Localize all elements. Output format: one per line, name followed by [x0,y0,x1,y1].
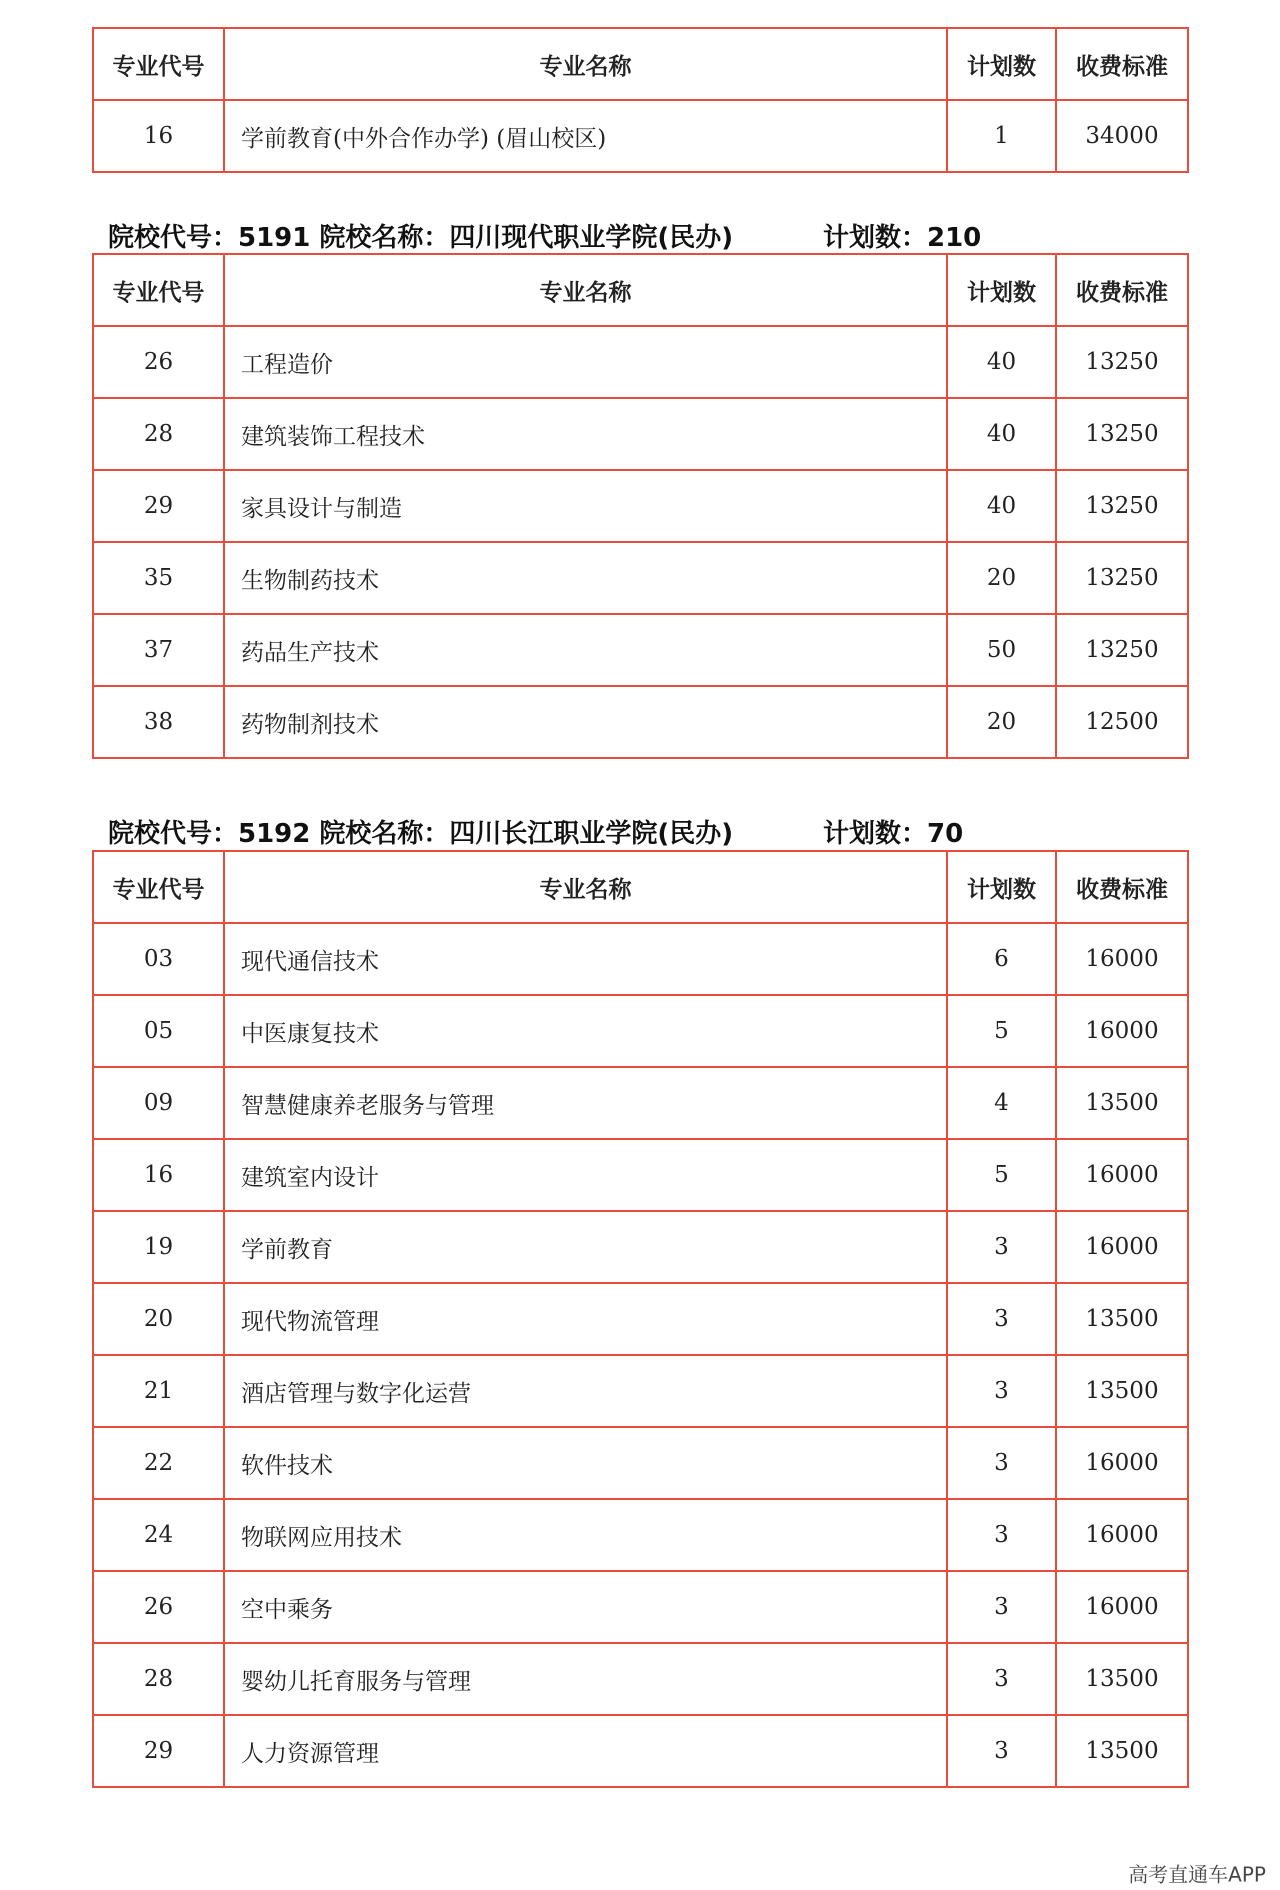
col-header-plan: 计划数 [947,851,1056,923]
table-row [93,1139,1188,1211]
table-row [93,1211,1188,1283]
cell-code: 28 [93,1643,224,1715]
watermark: 高考直通车APP [1128,1862,1266,1887]
col-header-code: 专业代号 [93,254,224,326]
school-plan-count: 计划数：210 [823,223,982,253]
table-row [93,1067,1188,1139]
school-heading-5191 [108,217,982,254]
col-header-plan: 计划数 [947,28,1056,100]
table-row [93,995,1188,1067]
cell-fee: 16000 [1056,995,1188,1067]
cell-name: 空中乘务 [224,1571,947,1643]
cell-name: 物联网应用技术 [224,1499,947,1571]
table-header-row [93,851,1188,923]
cell-name: 药品生产技术 [224,614,947,686]
table-row [93,614,1188,686]
cell-plan: 40 [947,470,1056,542]
table-row [93,470,1188,542]
cell-name: 中医康复技术 [224,995,947,1067]
col-header-code: 专业代号 [93,851,224,923]
cell-name: 建筑室内设计 [224,1139,947,1211]
cell-plan: 3 [947,1427,1056,1499]
cell-name: 酒店管理与数字化运营 [224,1355,947,1427]
cell-name: 婴幼儿托育服务与管理 [224,1643,947,1715]
col-header-name: 专业名称 [224,254,947,326]
cell-name: 药物制剂技术 [224,686,947,758]
table-row [93,326,1188,398]
cell-plan: 3 [947,1355,1056,1427]
col-header-plan: 计划数 [947,254,1056,326]
table-row [93,1283,1188,1355]
table-row [93,100,1188,172]
cell-name: 现代物流管理 [224,1283,947,1355]
cell-fee: 16000 [1056,1139,1188,1211]
cell-name: 工程造价 [224,326,947,398]
cell-code: 35 [93,542,224,614]
cell-fee: 13500 [1056,1643,1188,1715]
table-school-5192 [92,850,1189,1788]
table-row [93,1499,1188,1571]
cell-code: 16 [93,1139,224,1211]
cell-fee: 13500 [1056,1355,1188,1427]
table-header-row [93,254,1188,326]
cell-plan: 40 [947,398,1056,470]
cell-name: 软件技术 [224,1427,947,1499]
cell-fee: 13500 [1056,1715,1188,1787]
cell-code: 20 [93,1283,224,1355]
cell-fee: 16000 [1056,923,1188,995]
cell-plan: 20 [947,686,1056,758]
cell-code: 05 [93,995,224,1067]
cell-plan: 3 [947,1715,1056,1787]
cell-plan: 6 [947,923,1056,995]
cell-code: 26 [93,326,224,398]
cell-code: 26 [93,1571,224,1643]
cell-name: 人力资源管理 [224,1715,947,1787]
cell-plan: 40 [947,326,1056,398]
cell-plan: 1 [947,100,1056,172]
table-school-5191 [92,253,1189,759]
cell-plan: 5 [947,1139,1056,1211]
table-row [93,1643,1188,1715]
cell-code: 19 [93,1211,224,1283]
cell-fee: 13250 [1056,398,1188,470]
cell-fee: 13250 [1056,614,1188,686]
cell-name: 家具设计与制造 [224,470,947,542]
table-header-row [93,28,1188,100]
cell-plan: 3 [947,1211,1056,1283]
cell-name: 生物制药技术 [224,542,947,614]
cell-plan: 3 [947,1643,1056,1715]
col-header-fee: 收费标准 [1056,851,1188,923]
cell-fee: 13500 [1056,1283,1188,1355]
table-continued [92,27,1189,173]
cell-code: 09 [93,1067,224,1139]
cell-name: 学前教育(中外合作办学) (眉山校区) [224,100,947,172]
col-header-fee: 收费标准 [1056,254,1188,326]
cell-plan: 5 [947,995,1056,1067]
cell-fee: 13500 [1056,1067,1188,1139]
cell-name: 建筑装饰工程技术 [224,398,947,470]
cell-fee: 13250 [1056,542,1188,614]
table-row [93,686,1188,758]
table-row [93,1427,1188,1499]
table-row [93,1571,1188,1643]
cell-plan: 3 [947,1499,1056,1571]
col-header-code: 专业代号 [93,28,224,100]
table-row [93,398,1188,470]
cell-fee: 16000 [1056,1427,1188,1499]
cell-fee: 16000 [1056,1499,1188,1571]
col-header-name: 专业名称 [224,851,947,923]
cell-fee: 13250 [1056,470,1188,542]
cell-plan: 4 [947,1067,1056,1139]
cell-name: 学前教育 [224,1211,947,1283]
cell-name: 智慧健康养老服务与管理 [224,1067,947,1139]
cell-code: 38 [93,686,224,758]
cell-plan: 50 [947,614,1056,686]
table-row [93,923,1188,995]
cell-fee: 13250 [1056,326,1188,398]
cell-fee: 16000 [1056,1211,1188,1283]
cell-fee: 34000 [1056,100,1188,172]
col-header-name: 专业名称 [224,28,947,100]
cell-code: 22 [93,1427,224,1499]
school-heading-5192 [108,813,964,850]
col-header-fee: 收费标准 [1056,28,1188,100]
cell-code: 29 [93,470,224,542]
cell-name: 现代通信技术 [224,923,947,995]
cell-plan: 3 [947,1283,1056,1355]
cell-fee: 16000 [1056,1571,1188,1643]
school-heading-text: 院校代号：5192 院校名称：四川长江职业学院(民办) [108,819,734,849]
cell-code: 37 [93,614,224,686]
cell-fee: 12500 [1056,686,1188,758]
cell-code: 21 [93,1355,224,1427]
table-row [93,1355,1188,1427]
school-plan-count: 计划数：70 [823,819,964,849]
cell-plan: 3 [947,1571,1056,1643]
table-row [93,1715,1188,1787]
cell-plan: 20 [947,542,1056,614]
table-row [93,542,1188,614]
cell-code: 03 [93,923,224,995]
cell-code: 28 [93,398,224,470]
cell-code: 24 [93,1499,224,1571]
cell-code: 29 [93,1715,224,1787]
cell-code: 16 [93,100,224,172]
school-heading-text: 院校代号：5191 院校名称：四川现代职业学院(民办) [108,223,734,253]
